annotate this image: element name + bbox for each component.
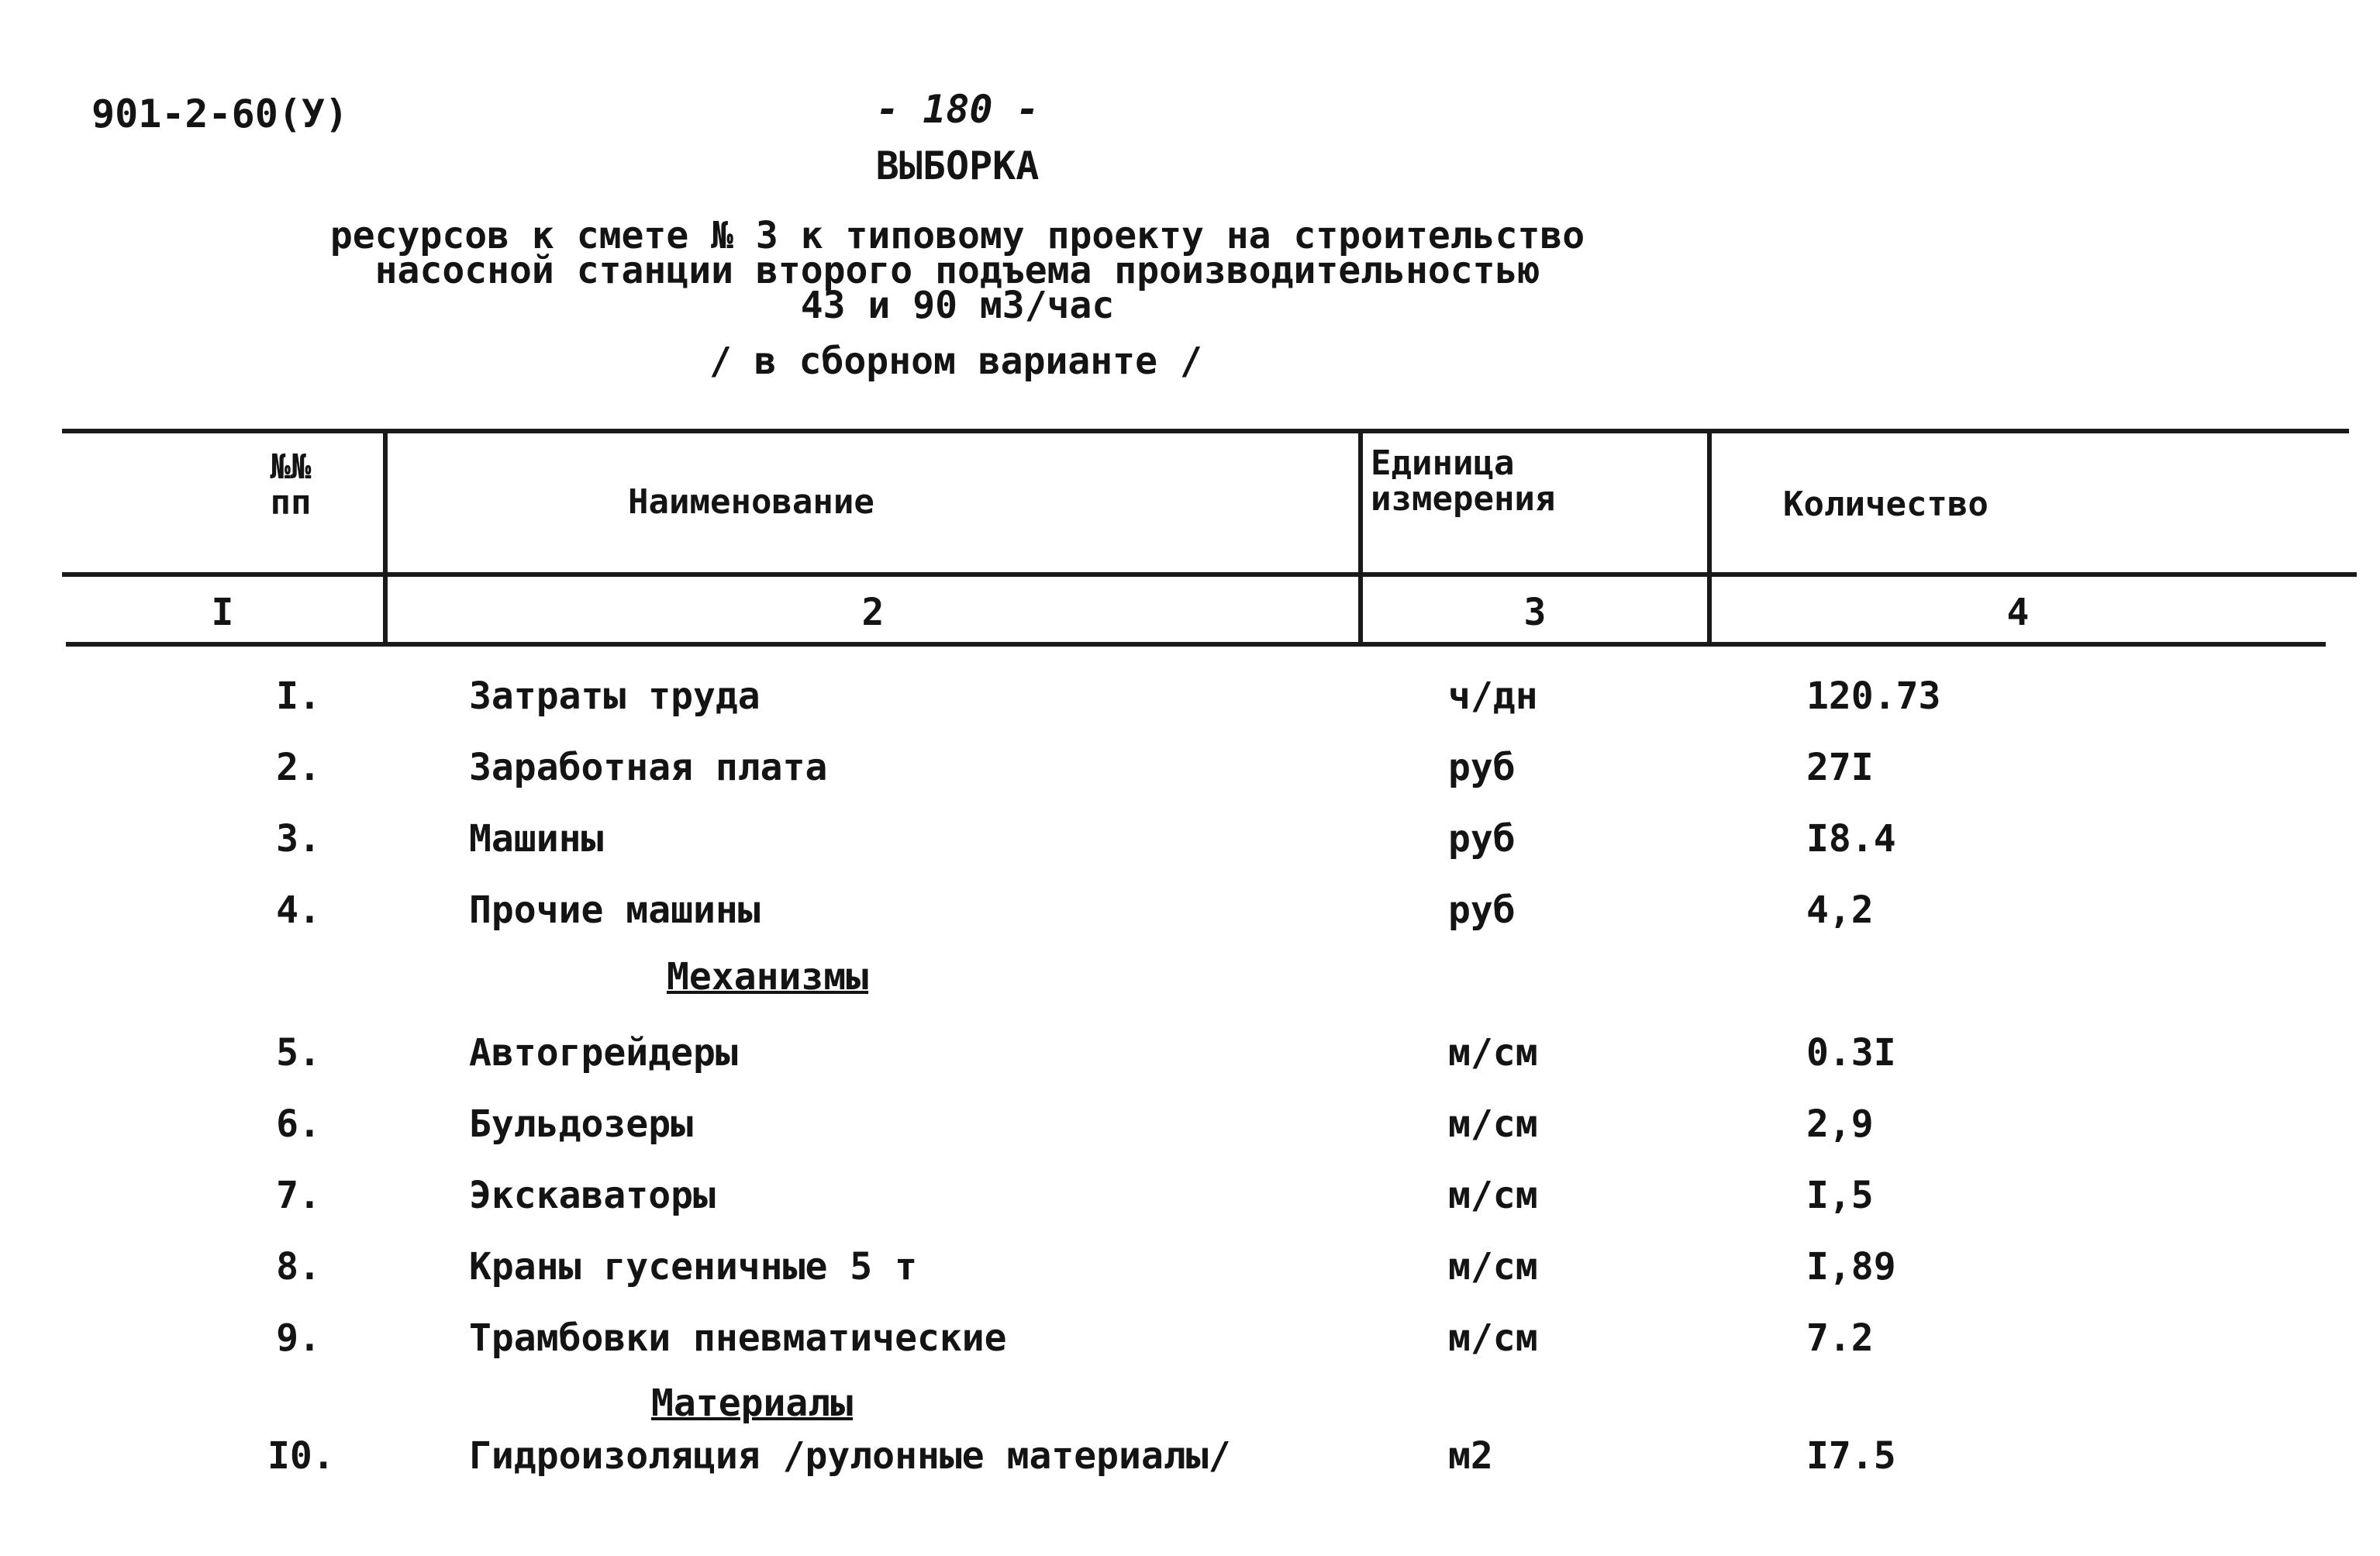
column-header-unit: Единица измерения <box>1371 443 1556 519</box>
row-quantity: 0.3I <box>1806 1031 1896 1075</box>
column-header-number: №№ пп <box>270 447 312 523</box>
row-name: Гидроизоляция /рулонные материалы/ <box>469 1434 1231 1478</box>
row-unit: м/см <box>1448 1031 1538 1075</box>
table-row <box>0 674 2380 729</box>
row-unit: м/см <box>1448 1102 1538 1146</box>
column-number-2: 2 <box>861 591 885 634</box>
row-number: 6. <box>276 1102 321 1146</box>
column-number-4: 4 <box>2006 591 2030 634</box>
column-header-quantity: Количество <box>1783 485 1989 524</box>
table-header-rule <box>62 572 2357 577</box>
row-quantity: 120.73 <box>1806 674 1941 718</box>
page-number: - 180 - <box>876 87 1040 132</box>
document-title: ВЫБОРКА <box>875 143 1040 188</box>
row-number: 5. <box>276 1031 321 1075</box>
variant-note: / в сборном варианте / <box>709 340 1202 383</box>
subtitle-line-1: ресурсов к смете № 3 к типовому проекту на строительство <box>329 214 1585 257</box>
row-number: 3. <box>276 817 321 861</box>
row-unit: м/см <box>1448 1174 1538 1217</box>
row-quantity: 2,9 <box>1806 1102 1874 1146</box>
row-quantity: I,89 <box>1806 1245 1896 1289</box>
subtitle-line-2: насосной станции второго подъема производительностью <box>374 249 1540 292</box>
row-unit: м/см <box>1448 1316 1538 1360</box>
table-row <box>0 746 2380 800</box>
table-row <box>0 817 2380 871</box>
row-name: Автогрейдеры <box>469 1031 738 1075</box>
row-unit: руб <box>1448 888 1516 932</box>
row-unit: руб <box>1448 746 1516 789</box>
table-row <box>0 1031 2380 1085</box>
row-number: 2. <box>276 746 321 789</box>
table-row <box>0 888 2380 943</box>
row-name: Заработная плата <box>469 746 828 789</box>
column-header-name: Наименование <box>628 482 874 522</box>
row-name: Экскаваторы <box>469 1174 716 1217</box>
row-name: Прочие машины <box>469 888 761 932</box>
row-quantity: I,5 <box>1806 1174 1874 1217</box>
row-quantity: 7.2 <box>1806 1316 1874 1360</box>
table-colnum-rule <box>66 642 2326 647</box>
subtitle-line-3: 43 и 90 м3/час <box>800 284 1115 327</box>
row-quantity: I8.4 <box>1806 817 1896 861</box>
section-heading-mechanisms: Механизмы <box>667 955 869 999</box>
row-number: 9. <box>276 1316 321 1360</box>
column-number-3: 3 <box>1523 591 1547 634</box>
document-code: 901-2-60(У) <box>91 91 349 136</box>
row-quantity: 27I <box>1806 746 1874 789</box>
table-row <box>0 1316 2380 1371</box>
row-name: Машины <box>469 817 604 861</box>
row-name: Бульдозеры <box>469 1102 693 1146</box>
table-top-rule <box>62 429 2349 433</box>
row-number: I0. <box>267 1434 335 1478</box>
table-row <box>0 1174 2380 1228</box>
table-row <box>0 1434 2380 1489</box>
row-number: I. <box>276 674 321 718</box>
row-number: 7. <box>276 1174 321 1217</box>
row-quantity: I7.5 <box>1806 1434 1896 1478</box>
row-unit: м2 <box>1448 1434 1493 1478</box>
column-number-1: I <box>211 591 234 634</box>
row-number: 4. <box>276 888 321 932</box>
table-row <box>0 1245 2380 1299</box>
row-name: Трамбовки пневматические <box>469 1316 1007 1360</box>
table-row <box>0 1102 2380 1157</box>
row-unit: ч/дн <box>1448 674 1538 718</box>
row-unit: м/см <box>1448 1245 1538 1289</box>
row-name: Краны гусеничные 5 т <box>469 1245 917 1289</box>
section-heading-materials: Материалы <box>651 1382 854 1425</box>
row-name: Затраты труда <box>469 674 761 718</box>
row-unit: руб <box>1448 817 1516 861</box>
row-quantity: 4,2 <box>1806 888 1874 932</box>
row-number: 8. <box>276 1245 321 1289</box>
